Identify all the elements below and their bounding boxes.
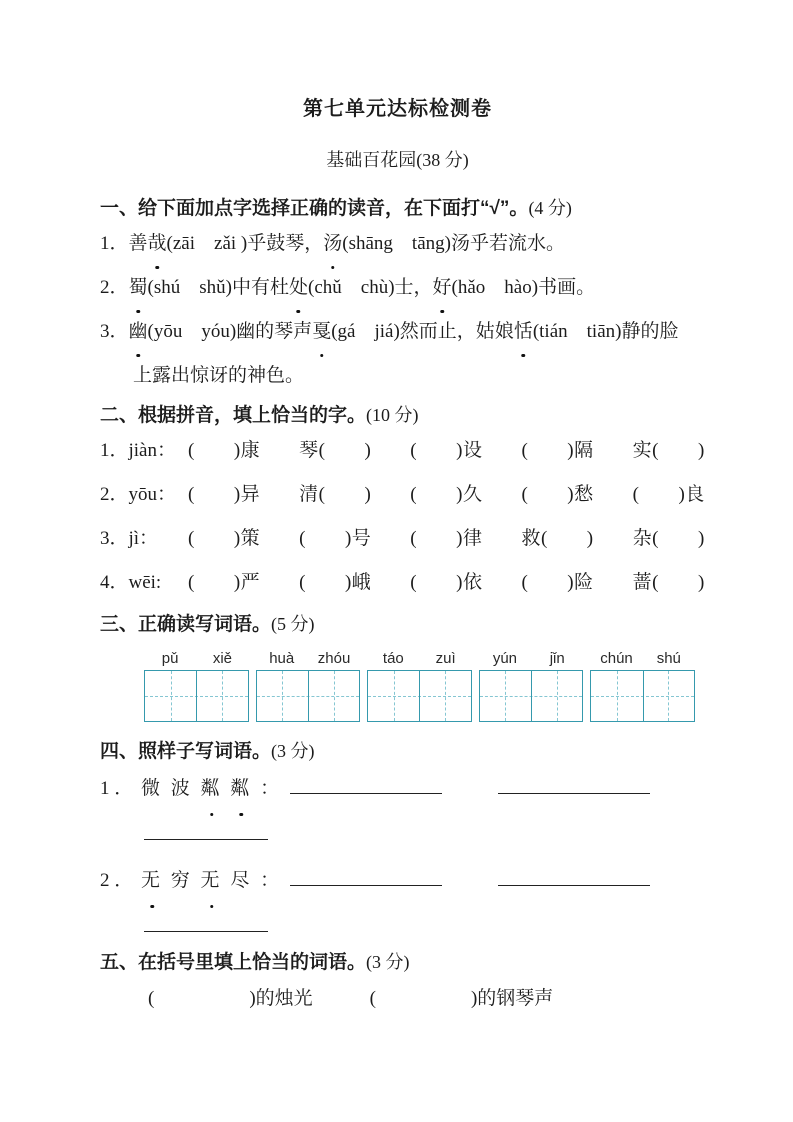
text-run (133, 870, 141, 891)
writing-grid (479, 670, 584, 722)
pinyin-syllable: yún (492, 650, 518, 667)
pinyin-syllable: chún (600, 650, 633, 667)
dotted-character: 幽 (129, 310, 148, 354)
answer-blank (144, 928, 268, 932)
section-four (100, 738, 695, 949)
pinyin-syllable: xiě (212, 650, 233, 667)
section-three (100, 611, 695, 722)
section-five-heading (100, 949, 695, 976)
text-run: (shú shǔ)中有杜 (147, 277, 289, 298)
question-text (129, 277, 596, 298)
grid-dashed-vertical-line (394, 671, 395, 721)
grid-cell-divider (419, 671, 420, 721)
question-number: 1 ． (100, 778, 134, 799)
grid-dashed-vertical-line (557, 671, 558, 721)
question-item-2-4 (100, 561, 705, 605)
question-item-4-2 (100, 857, 695, 905)
grid-cell-divider (531, 671, 532, 721)
section-five (100, 949, 695, 1012)
word-write-group-1 (144, 650, 249, 722)
answer-blank (290, 790, 442, 794)
answer-blank (144, 836, 268, 840)
dotted-character: 汤 (323, 222, 342, 266)
section-three-heading-text: 三、正确读写词语。 (100, 614, 272, 635)
writing-grid (256, 670, 361, 722)
text-run (223, 778, 231, 799)
question-item-4-1 (100, 765, 695, 813)
question-number: 1． (100, 233, 129, 254)
section-five-score: (3 分) (366, 952, 410, 972)
question-item-2-1 (100, 429, 705, 473)
grid-dashed-vertical-line (505, 671, 506, 721)
dotted-character: 恬 (514, 310, 533, 354)
section-five-heading-text: 五、在括号里填上恰当的词语。 (100, 952, 367, 973)
text-run: (zāi zǎi )乎鼓琴， (166, 233, 324, 254)
section-two-heading (100, 402, 695, 429)
fill-in-blanks-line: ( )严 ( )峨 ( )依 ( )险 蔷( ) (188, 572, 705, 593)
pinyin-syllable: pǔ (161, 650, 179, 667)
dotted-character: 戛 (312, 310, 331, 354)
section-two-score: (10 分) (366, 405, 419, 425)
paper-title: 第七单元达标检测卷 (303, 98, 492, 120)
fill-in-blanks-line: ( )策 ( )号 ( )律 救( ) 杂( ) (188, 528, 705, 549)
word-write-group-4 (479, 650, 584, 722)
fill-in-blanks-line: ( )康 琴( ) ( )设 ( )隔 实( ) (188, 440, 705, 461)
text-run: (yōu yóu)幽的琴声 (147, 321, 313, 342)
dotted-character: 好 (433, 266, 452, 310)
pinyin-prompt: 3．jì： (100, 528, 159, 549)
grid-dashed-vertical-line (282, 671, 283, 721)
pinyin-prompt: 4．wēi: (100, 572, 162, 593)
text-run: 尽 ： (222, 870, 283, 891)
pinyin-syllable: zuì (435, 650, 456, 667)
text-run: (shāng tāng)汤乎若流水。 (342, 233, 565, 254)
section-four-score: (3 分) (271, 741, 315, 761)
example-word (133, 778, 282, 799)
fill-in-blanks-line: ( )异 清( ) ( )久 ( )愁 ( )良 (188, 484, 705, 505)
question-item-1-1 (100, 222, 695, 266)
paper-subtitle: 基础百花园(38 分) (326, 150, 469, 170)
question-number: 2． (100, 277, 129, 298)
question-item-2-2 (100, 473, 705, 517)
text-run: (hǎo hào)书画。 (451, 277, 596, 298)
writing-grid (590, 670, 695, 722)
pinyin-syllable: shú (656, 650, 681, 667)
pinyin-label (256, 650, 361, 668)
grid-dashed-vertical-line (668, 671, 669, 721)
word-writing-row (144, 650, 695, 722)
word-write-group-2 (256, 650, 361, 722)
section-three-score: (5 分) (271, 614, 315, 634)
dotted-character: 哉 (148, 222, 167, 266)
section-one-heading-text: 一、给下面加点字选择正确的读音，在下面打“√”。 (100, 198, 529, 219)
section-two-heading-text: 二、根据拼音，填上恰当的字。 (100, 405, 367, 426)
text-run: 微 波 (133, 778, 201, 799)
text-run: 穷 (163, 870, 201, 891)
writing-grid (367, 670, 472, 722)
answer-blank (498, 882, 650, 886)
dotted-character: 粼 (201, 765, 223, 813)
pinyin-label (144, 650, 249, 668)
question-text (129, 321, 679, 386)
fill-in-blanks-line: ( )的烛光 ( )的钢琴声 (148, 988, 554, 1009)
dotted-character: 无 (141, 857, 163, 905)
example-word (133, 870, 282, 891)
grid-cell-divider (308, 671, 309, 721)
question-number: 2 ． (100, 870, 134, 891)
word-write-group-3 (367, 650, 472, 722)
text-run: 善 (128, 233, 148, 254)
question-number: 3． (100, 321, 129, 342)
text-run: (gá jiá)然而止，姑娘 (331, 321, 514, 342)
answer-blank (290, 882, 442, 886)
grid-cell-divider (643, 671, 644, 721)
answer-blank-line (144, 905, 695, 949)
grid-dashed-vertical-line (334, 671, 335, 721)
pinyin-syllable: huà (269, 650, 295, 667)
section-four-heading-text: 四、照样子写词语。 (100, 741, 272, 762)
dotted-character: 蜀 (129, 266, 148, 310)
pinyin-syllable: táo (382, 650, 404, 667)
text-run: ： (252, 778, 283, 799)
text-run: (chǔ chù)士， (308, 277, 433, 298)
pinyin-syllable: zhóu (317, 650, 351, 667)
section-two (100, 402, 705, 605)
pinyin-label (479, 650, 584, 668)
pinyin-label (590, 650, 695, 668)
pinyin-syllable: jǐn (549, 650, 565, 667)
grid-dashed-vertical-line (222, 671, 223, 721)
grid-cell-divider (196, 671, 197, 721)
section-three-heading (100, 611, 695, 638)
question-item-2-3 (100, 517, 705, 561)
section-one-heading (100, 195, 695, 222)
grid-dashed-vertical-line (171, 671, 172, 721)
dotted-character: 无 (201, 857, 223, 905)
pinyin-prompt: 2．yōu： (100, 484, 177, 505)
grid-dashed-vertical-line (617, 671, 618, 721)
question-item-1-2 (100, 266, 695, 310)
grid-dashed-vertical-line (445, 671, 446, 721)
answer-blank (498, 790, 650, 794)
writing-grid (144, 670, 249, 722)
section-one (100, 195, 695, 398)
word-write-group-5 (590, 650, 695, 722)
dotted-character: 处 (289, 266, 308, 310)
answer-blank-line (144, 813, 695, 857)
text-run: (tián tiān)静的脸上露出惊讶的神色。 (133, 321, 679, 386)
pinyin-prompt: 1．jiàn： (100, 440, 176, 461)
question-text (129, 233, 565, 254)
dotted-character: 粼 (230, 765, 252, 813)
section-one-score: (4 分) (528, 198, 572, 218)
question-item-1-3 (100, 310, 695, 398)
pinyin-label (367, 650, 472, 668)
section-four-heading (100, 738, 695, 765)
